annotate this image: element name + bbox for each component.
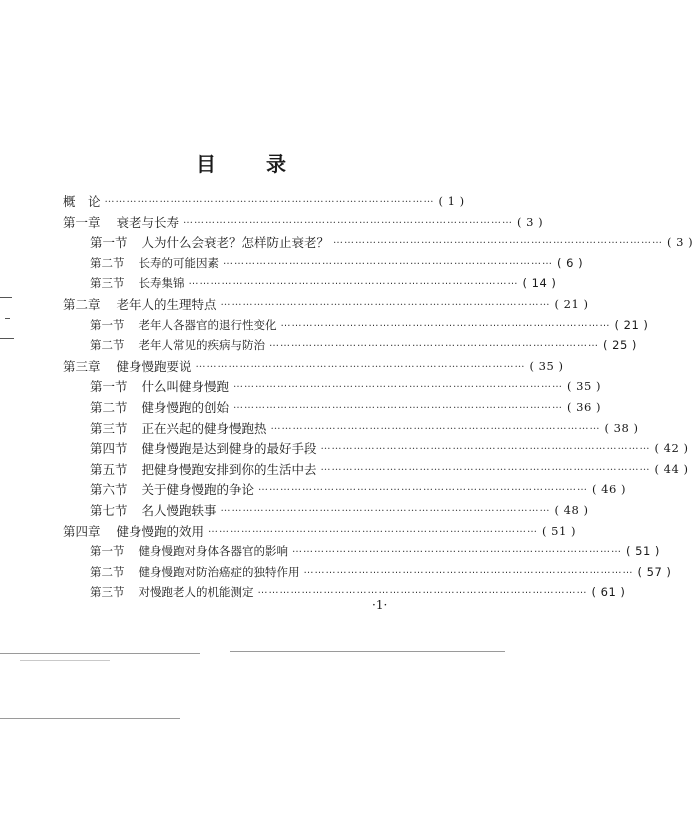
dot-leader: ……………………………………………………………………………… <box>220 503 551 514</box>
dot-leader: ……………………………………………………………………………… <box>183 214 514 226</box>
dot-leader: ……………………………………………………………………………… <box>303 564 634 576</box>
toc-page-number: ( 21 ) <box>614 317 649 332</box>
toc-page-number: ( 21 ) <box>554 297 589 311</box>
toc-page-number: ( 51 ) <box>626 544 660 559</box>
dot-leader: ……………………………………………………………………………… <box>233 379 564 391</box>
toc-entry-title: 健身慢跑对防治癌症的独特作用 <box>138 564 300 579</box>
toc-section-row <box>90 418 639 438</box>
toc-entry-label: 第一节 <box>90 235 128 251</box>
toc-page-number: ( 1 ) <box>438 194 465 208</box>
toc-section-row <box>90 232 693 252</box>
toc-entry-title: 衰老与长寿 <box>116 214 180 230</box>
toc-entry-label: 第一章 <box>63 214 101 230</box>
toc-entry-title: 老年人的生理特点 <box>116 297 217 312</box>
toc-entry-label: 概 论 <box>63 194 101 209</box>
toc-entry-label: 第二节 <box>90 338 125 353</box>
scan-line <box>230 651 505 652</box>
dot-leader: ……………………………………………………………………………… <box>195 358 526 370</box>
toc-page-number: ( 46 ) <box>592 482 626 497</box>
toc-page-number: ( 35 ) <box>529 358 564 373</box>
toc-page-number: ( 14 ) <box>522 276 557 291</box>
toc-entry-label: 第七节 <box>90 503 128 518</box>
dot-leader: ……………………………………………………………………………… <box>320 441 651 453</box>
toc-entry-label: 第一节 <box>90 317 125 332</box>
toc-chapter-row <box>63 212 544 232</box>
toc-page-number: ( 51 ) <box>542 523 576 538</box>
toc-entry-title: 健身慢跑是达到健身的最好手段 <box>141 441 317 457</box>
dot-leader: ……………………………………………………………………………… <box>208 523 539 535</box>
toc-section-row <box>90 459 689 479</box>
toc-entry-label: 第二节 <box>90 400 128 415</box>
toc-entry-label: 第二章 <box>63 297 101 312</box>
toc-page-number: ( 57 ) <box>637 564 672 579</box>
title-char-left: 目 <box>196 152 216 176</box>
dot-leader: ……………………………………………………………………………… <box>269 338 599 350</box>
toc-entry-title: 老年人各器官的退行性变化 <box>138 317 277 332</box>
toc-entry-title: 老年人常见的疾病与防治 <box>138 338 265 353</box>
dot-leader: ……………………………………………………………………………… <box>223 255 553 267</box>
toc-section-row <box>90 479 626 499</box>
toc-entry-title: 关于健身慢跑的争论 <box>141 482 255 498</box>
toc-entry-label: 第三节 <box>90 276 125 291</box>
toc-chapter-row <box>63 521 576 541</box>
dot-leader: ……………………………………………………………………………… <box>188 276 519 288</box>
toc-entry-title: 健身慢跑要说 <box>116 358 192 374</box>
toc-entry-label: 第二节 <box>90 255 125 270</box>
dot-leader: ……………………………………………………………………………… <box>220 297 551 308</box>
toc-page-number: ( 48 ) <box>554 503 589 517</box>
toc-page-number: ( 25 ) <box>603 338 637 353</box>
toc-entry-title: 正在兴起的健身慢跑热 <box>141 420 267 436</box>
toc-entry-title: 健身慢跑对身体各器官的影响 <box>138 544 288 559</box>
toc-section-row <box>90 253 584 273</box>
dot-leader: ……………………………………………………………………………… <box>257 585 588 597</box>
toc-section-row <box>90 376 601 396</box>
toc-chapter-row <box>63 191 465 211</box>
toc-entry-label: 第三节 <box>90 585 125 600</box>
page-title <box>196 148 286 177</box>
toc-section-row <box>90 500 589 520</box>
toc-entry-label: 第一节 <box>90 544 125 559</box>
toc-section-row <box>90 562 672 582</box>
dot-leader: ……………………………………………………………………………… <box>104 194 435 205</box>
toc-entry-label: 第四章 <box>63 523 101 539</box>
toc-entry-label: 第五节 <box>90 461 128 477</box>
dot-leader: ……………………………………………………………………………… <box>270 420 601 432</box>
toc-page-number: ( 42 ) <box>654 441 689 456</box>
dot-leader: ……………………………………………………………………………… <box>333 235 664 247</box>
toc-page-number: ( 61 ) <box>591 585 626 600</box>
toc-page-number: ( 3 ) <box>517 214 544 229</box>
dot-leader: ……………………………………………………………………………… <box>292 544 622 556</box>
toc-entry-title: 对慢跑老人的机能测定 <box>138 585 254 600</box>
toc-entry-label: 第四节 <box>90 441 128 457</box>
dot-leader: ……………………………………………………………………………… <box>233 400 564 411</box>
toc-section-row <box>90 397 601 417</box>
toc-section-row <box>90 541 660 561</box>
dot-leader: ……………………………………………………………………………… <box>258 482 589 494</box>
toc-page-number: ( 6 ) <box>557 255 584 270</box>
toc-entry-title: 人为什么会衰老？怎样防止衰老？ <box>141 235 330 251</box>
toc-entry-label: 第二节 <box>90 564 125 579</box>
toc-entry-label: 第三章 <box>63 358 101 374</box>
toc-section-row <box>90 273 557 293</box>
toc-page-number: ( 36 ) <box>567 400 601 414</box>
scan-line <box>0 718 180 719</box>
toc-entry-label: 第六节 <box>90 482 128 498</box>
scan-line <box>0 653 200 654</box>
toc-entry-title: 健身慢跑的效用 <box>116 523 205 539</box>
toc-entry-title: 把健身慢跑安排到你的生活中去 <box>141 461 317 477</box>
toc-section-row <box>90 582 626 602</box>
toc-entry-label: 第一节 <box>90 379 128 395</box>
toc-entry-title: 长寿集锦 <box>138 276 185 291</box>
toc-page-number: ( 38 ) <box>604 420 639 435</box>
title-char-right: 录 <box>266 152 286 176</box>
scan-mark <box>5 318 10 319</box>
dot-leader: ……………………………………………………………………………… <box>320 461 651 473</box>
toc-entry-label: 第三节 <box>90 420 128 436</box>
toc-page-number: ( 3 ) <box>667 235 693 250</box>
scan-mark <box>0 297 12 298</box>
toc-entry-title: 名人慢跑轶事 <box>141 503 217 518</box>
toc-entry-title: 健身慢跑的创始 <box>141 400 230 415</box>
toc-entry-title: 什么叫健身慢跑 <box>141 379 230 395</box>
dot-leader: ……………………………………………………………………………… <box>280 317 611 329</box>
toc-section-row <box>90 335 637 355</box>
page-number: ·1· <box>372 598 388 612</box>
scan-line <box>20 660 110 661</box>
toc-chapter-row <box>63 356 564 376</box>
toc-entry-title: 长寿的可能因素 <box>138 255 219 270</box>
toc-page-number: ( 44 ) <box>654 461 689 476</box>
toc-section-row <box>90 315 649 335</box>
toc-section-row <box>90 438 689 458</box>
toc-page-number: ( 35 ) <box>567 379 601 394</box>
toc-chapter-row <box>63 294 589 314</box>
scan-mark <box>0 338 14 339</box>
